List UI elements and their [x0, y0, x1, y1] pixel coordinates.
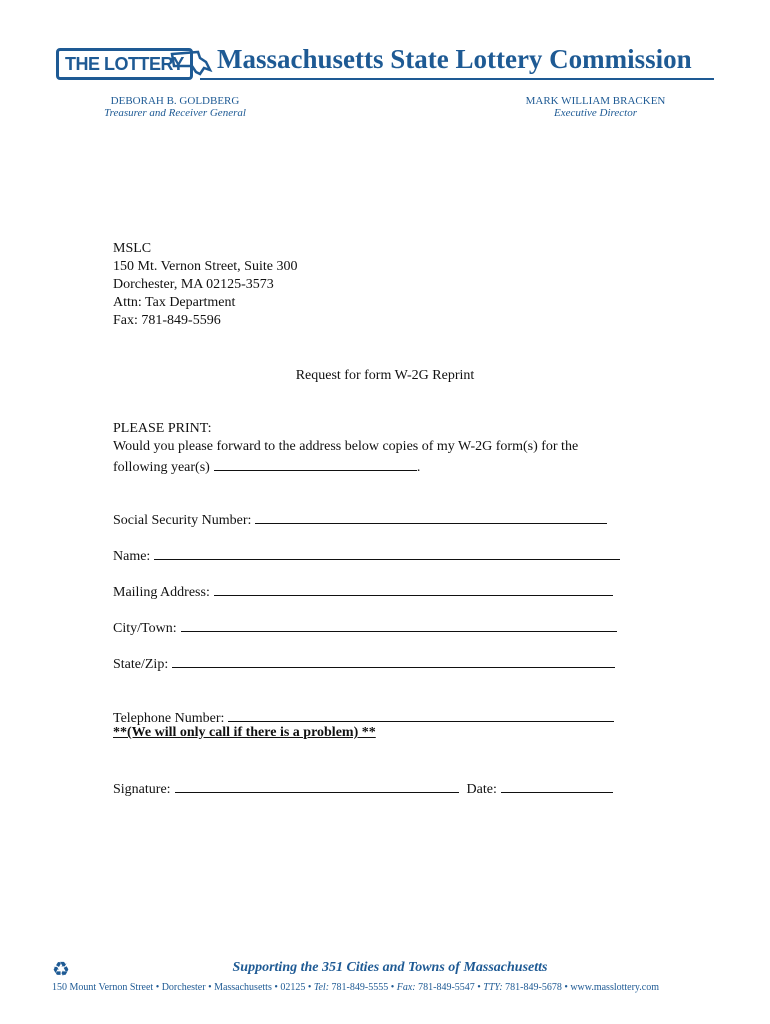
fax-label: Fax: [396, 982, 416, 993]
ssn-blank[interactable] [255, 509, 607, 524]
tty-label: TTY: [483, 982, 503, 993]
tel-label: Tel: [313, 982, 330, 993]
address-line: Fax: 781-849-5596 [113, 313, 221, 328]
recipient-address [113, 240, 297, 330]
address-line: 150 Mt. Vernon Street, Suite 300 [113, 259, 298, 274]
name-label: Name: [113, 549, 151, 564]
telephone-field [113, 707, 614, 727]
years-blank[interactable] [214, 456, 417, 471]
state-zip-label: State/Zip: [113, 657, 169, 672]
signature-label: Signature: [113, 782, 171, 797]
ssn-label: Social Security Number: [113, 513, 252, 528]
tel-number: 781-849-5555 • [331, 982, 395, 993]
treasurer-block [100, 95, 250, 119]
phone-note: **(We will only call if there is a problem) ** [113, 725, 376, 740]
fax-number: 781-849-5547 • [418, 982, 481, 993]
telephone-label: Telephone Number: [113, 711, 225, 726]
treasurer-name: DEBORAH B. GOLDBERG [110, 95, 240, 107]
footer-tagline: Supporting the 351 Cities and Towns of Massachusetts [232, 960, 548, 975]
city-town-label: City/Town: [113, 621, 177, 636]
mailing-address-field [113, 581, 613, 601]
signature-blank[interactable] [175, 778, 459, 793]
city-town-blank[interactable] [181, 617, 617, 632]
request-text: Would you please forward to the address below copies of my W-2G form(s) for the [113, 439, 579, 454]
mailing-address-blank[interactable] [214, 581, 613, 596]
years-period: . [416, 460, 421, 475]
footer-street: 150 Mount Vernon Street • Dorchester • Massachusetts • 02125 • [52, 982, 312, 993]
please-print: PLEASE PRINT: [113, 421, 212, 436]
date-label: Date: [466, 782, 497, 797]
footer-address [52, 982, 659, 993]
date-blank[interactable] [501, 778, 613, 793]
lottery-logo: THE LOTTERY [56, 48, 193, 80]
address-line: MSLC [113, 241, 152, 256]
org-title: Massachusetts State Lottery Commission [217, 44, 692, 74]
state-zip-field [113, 653, 615, 673]
city-town-field [113, 617, 617, 637]
address-line: Dorchester, MA 02125-3573 [113, 277, 274, 292]
name-blank[interactable] [154, 545, 620, 560]
form-title: Request for form W-2G Reprint [295, 368, 475, 383]
ssn-field [113, 509, 607, 529]
director-name: MARK WILLIAM BRACKEN [525, 95, 666, 107]
address-line: Attn: Tax Department [113, 295, 236, 310]
years-label: following year(s) [113, 460, 210, 475]
years-field [113, 456, 420, 476]
director-block [518, 95, 673, 119]
mailing-address-label: Mailing Address: [113, 585, 210, 600]
name-field [113, 545, 620, 565]
recycle-icon: ♻ [52, 959, 70, 981]
telephone-blank[interactable] [228, 707, 614, 722]
treasurer-title: Treasurer and Receiver General [104, 107, 246, 119]
signature-field [113, 778, 613, 798]
state-zip-blank[interactable] [172, 653, 615, 668]
director-title: Executive Director [554, 107, 637, 119]
header-rule [200, 78, 714, 80]
tty-number: 781-849-5678 • www.masslottery.com [505, 982, 660, 993]
